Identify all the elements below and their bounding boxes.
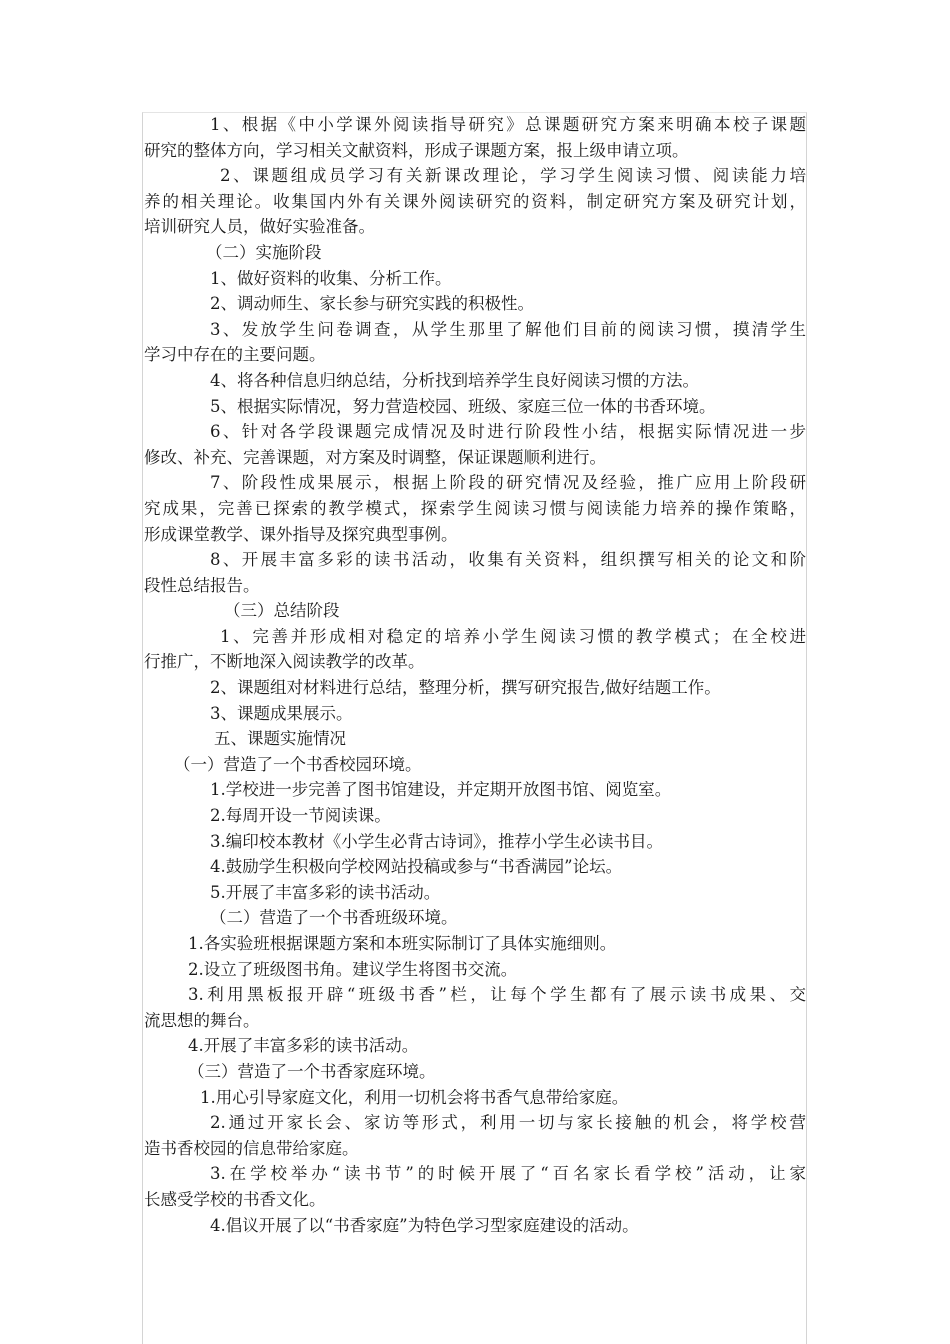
text-line: （一）营造了一个书香校园环境。 [174, 754, 422, 774]
text-line: 培训研究人员，做好实验准备。 [144, 217, 375, 237]
text-line: 养的相关理论。收集国内外有关课外阅读研究的资料，制定研究方案及研究计划， [144, 191, 806, 211]
text-line: 3.利用黑板报开辟“班级书香”栏，让每个学生都有了展示读书成果、交 [188, 985, 806, 1005]
document-body [144, 112, 806, 1238]
text-line: 2、调动师生、家长参与研究实践的积极性。 [210, 294, 534, 314]
text-line: 段性总结报告。 [144, 575, 260, 595]
text-line: 1、根据《中小学课外阅读指导研究》总课题研究方案来明确本校子课题 [210, 115, 806, 134]
text-line: 4.倡议开展了以“书香家庭”为特色学习型家庭建设的活动。 [210, 1215, 639, 1235]
text-line: 3.编印校本教材《小学生必背古诗词》，推荐小学生必读书目。 [210, 831, 663, 851]
text-line: 1、做好资料的收集、分析工作。 [210, 268, 452, 288]
text-line: 流思想的舞台。 [144, 1010, 260, 1030]
text-line: 2、课题组对材料进行总结，整理分析，撰写研究报告,做好结题工作。 [210, 678, 721, 698]
text-line: 2.每周开设一节阅读课。 [210, 806, 391, 826]
text-line: 五、课题实施情况 [214, 729, 346, 749]
text-line: 长感受学校的书香文化。 [144, 1189, 326, 1209]
text-line: 4、将各种信息归纳总结，分析找到培养学生良好阅读习惯的方法。 [210, 370, 699, 390]
text-line: 3、课题成果展示。 [210, 703, 353, 723]
text-line: 3.在学校举办“读书节”的时候开展了“百名家长看学校”活动，让家 [210, 1164, 806, 1184]
text-line: 7、阶段性成果展示，根据上阶段的研究情况及经验，推广应用上阶段研 [210, 473, 806, 493]
text-line: 1.用心引导家庭文化，利用一切机会将书香气息带给家庭。 [200, 1087, 629, 1107]
text-line: 5.开展了丰富多彩的读书活动。 [210, 882, 441, 902]
text-line: 4.开展了丰富多彩的读书活动。 [188, 1036, 419, 1056]
text-line: 6、针对各学段课题完成情况及时进行阶段性小结，根据实际情况进一步 [210, 422, 806, 442]
text-line: 2、课题组成员学习有关新课改理论，学习学生阅读习惯、阅读能力培 [220, 166, 806, 186]
text-line: （三）总结阶段 [224, 601, 340, 621]
text-line: 形成课堂教学、课外指导及探究典型事例。 [144, 524, 458, 544]
text-line: 1、完善并形成相对稳定的培养小学生阅读习惯的教学模式；在全校进 [220, 626, 806, 646]
text-line: 究成果，完善已探索的教学模式，探索学生阅读习惯与阅读能力培养的操作策略， [144, 498, 806, 518]
text-line: 行推广，不断地深入阅读教学的改革。 [144, 652, 425, 672]
text-line: 8、开展丰富多彩的读书活动，收集有关资料，组织撰写相关的论文和阶 [210, 550, 806, 570]
text-line: 3、发放学生问卷调查，从学生那里了解他们目前的阅读习惯，摸清学生 [210, 319, 806, 339]
text-line: 修改、补充、完善课题，对方案及时调整，保证课题顺利进行。 [144, 447, 606, 467]
text-line: 造书香校园的信息带给家庭。 [144, 1138, 359, 1158]
text-line: 1.各实验班根据课题方案和本班实际制订了具体实施细则。 [188, 934, 617, 953]
text-line: 学习中存在的主要问题。 [144, 345, 326, 365]
text-line: （二）实施阶段 [206, 242, 322, 262]
text-line: （二）营造了一个书香班级环境。 [210, 908, 458, 928]
text-line: 研究的整体方向，学习相关文献资料，形成子课题方案，报上级申请立项。 [144, 140, 689, 160]
text-line: 1.学校进一步完善了图书馆建设，并定期开放图书馆、阅览室。 [210, 780, 672, 800]
text-line: 2.设立了班级图书角。建议学生将图书交流。 [188, 959, 518, 979]
text-line: 5、根据实际情况，努力营造校园、班级、家庭三位一体的书香环境。 [210, 396, 716, 416]
text-line: （三）营造了一个书香家庭环境。 [188, 1061, 436, 1081]
text-line: 4.鼓励学生积极向学校网站投稿或参与“书香满园”论坛。 [210, 857, 623, 877]
text-line: 2.通过开家长会、家访等形式，利用一切与家长接触的机会，将学校营 [210, 1113, 806, 1133]
